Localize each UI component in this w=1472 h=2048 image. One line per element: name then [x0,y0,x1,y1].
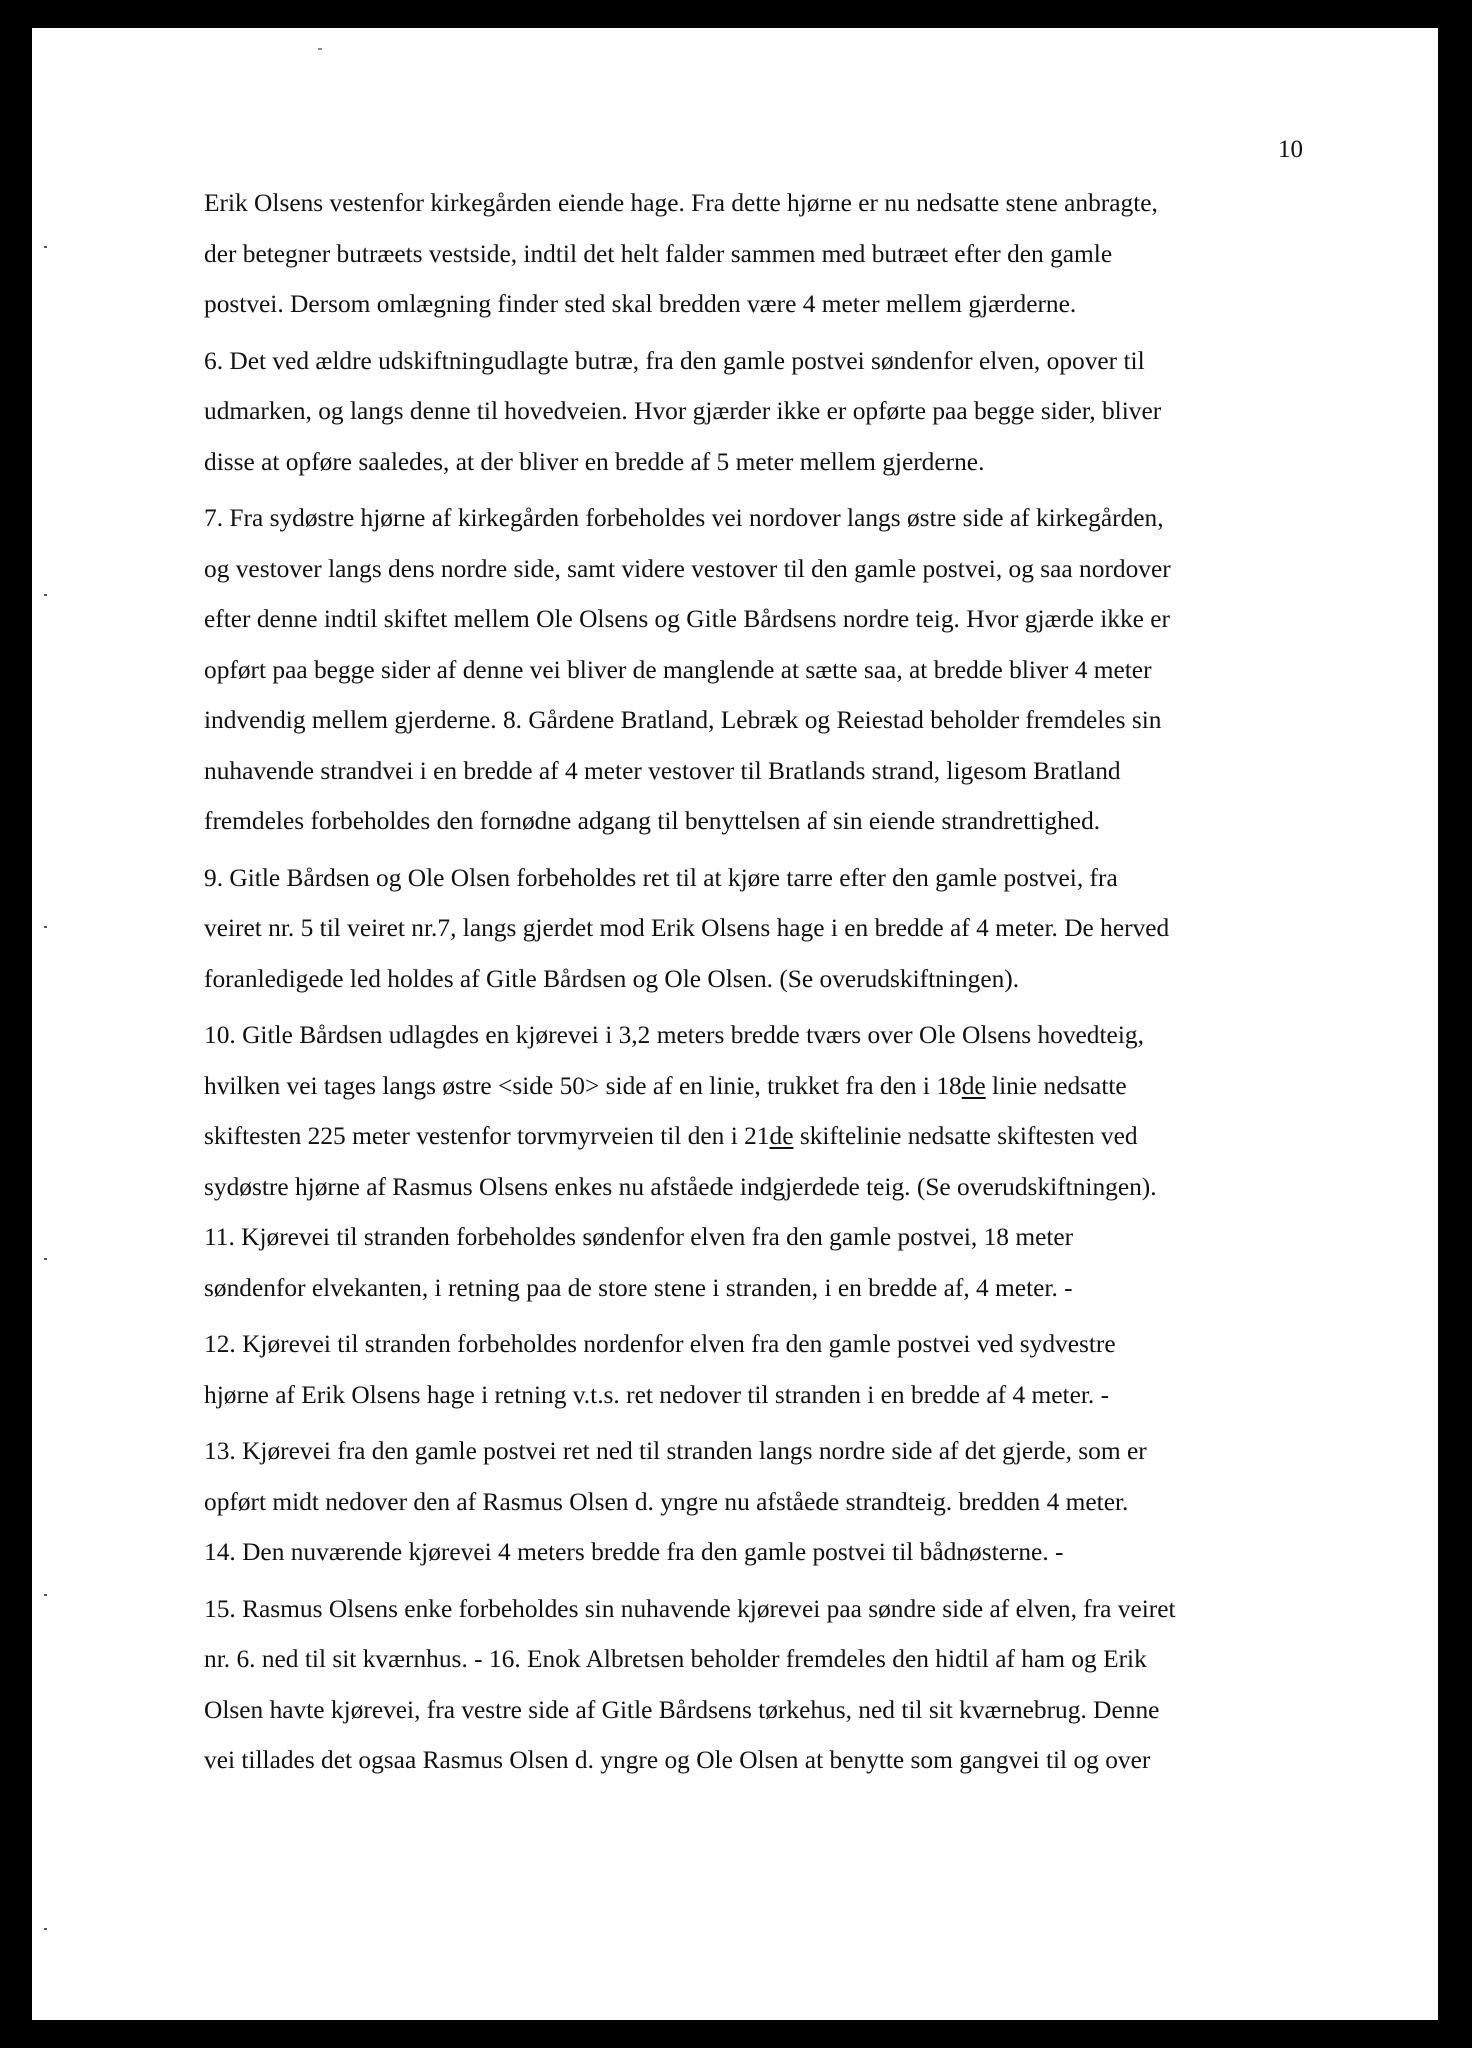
paragraph-item-6 [204,336,1304,488]
text-line: 13. Kjørevei fra den gamle postvei ret ned til stranden langs nordre side af det gjerde, som er [204,1437,1147,1465]
text-line: foranledigede led holdes af Gitle Bårdsen og Ole Olsen. (Se overudskiftningen). [204,964,1020,993]
text-line: søndenfor elvekanten, i retning paa de store stene i stranden, i en bredde af, 4 meter. - [204,1273,1073,1302]
text-line [204,1061,1304,1112]
text-line: indvendig mellem gjerderne. 8. Gårdene Bratland, Lebræk og Reiestad beholder fremdeles sin [204,706,1162,734]
text-line: veiret nr. 5 til veiret nr.7, langs gjerdet mod Erik Olsens hage i en bredde af 4 meter. De herved [204,914,1170,942]
scan-speck [318,48,322,50]
text-line: nr. 6. ned til sit kværnhus. - 16. Enok Albretsen beholder fremdeles den hidtil af ham og Erik [204,1645,1147,1673]
edge-mark [44,594,47,596]
text-line: vei tillades det ogsaa Rasmus Olsen d. yngre og Ole Olsen at benytte som gangvei til og over [204,1746,1151,1774]
text-line: disse at opføre saaledes, at der bliver en bredde af 5 meter mellem gjerderne. [204,447,985,476]
edge-mark [44,246,47,248]
edge-mark [44,1594,47,1596]
text-line: 11. Kjørevei til stranden forbeholdes søndenfor elven fra den gamle postvei, 18 meter [204,1223,1074,1251]
text-line: 15. Rasmus Olsens enke forbeholdes sin nuhavende kjørevei paa søndre side af elven, fra veiret [204,1594,1176,1623]
document-body [204,178,1304,1786]
text-segment: skiftelinie nedsatte skiftesten ved [793,1122,1138,1150]
paragraph-item-10-11 [204,1010,1304,1313]
ordinal-suffix: de [961,1071,986,1100]
paragraph-item-9 [204,853,1304,1005]
text-segment: linie nedsatte [985,1071,1127,1100]
document-page [32,28,1438,2020]
text-line: udmarken, og langs denne til hovedveien. Hvor gjærder ikke er opførte paa begge sider, bliver [204,397,1162,425]
text-line: nuhavende strandvei i en bredde af 4 meter vestover til Bratlands strand, ligesom Bratland [204,756,1121,785]
page-number: 10 [1278,136,1303,163]
text-line: Olsen havte kjørevei, fra vestre side af Gitle Bårdsens tørkehus, ned til sit kværnebrug. Denne [204,1695,1160,1724]
text-line: 6. Det ved ældre udskiftningudlagte butræ, fra den gamle postvei søndenfor elven, opover til [204,346,1145,375]
text-line: opført midt nedover den af Rasmus Olsen d. yngre nu afståede strandteig. bredden 4 meter. [204,1487,1129,1516]
text-line: og vestover langs dens nordre side, samt videre vestover til den gamle postvei, og saa nordover [204,554,1171,583]
text-segment: hvilken vei tages langs østre <side 50> side af en linie, trukket fra den i 18 [204,1071,962,1100]
text-line: der betegner butræets vestside, indtil det helt falder sammen med butræet efter den gamle [204,239,1113,268]
text-line: sydøstre hjørne af Rasmus Olsens enkes nu afståede indgjerdede teig. (Se overudskiftningen). [204,1172,1157,1201]
text-line: opført paa begge sider af denne vei bliver de manglende at sætte saa, at bredde bliver 4 meter [204,655,1152,684]
text-line: 10. Gitle Bårdsen udlagdes en kjørevei i 3,2 meters bredde tværs over Ole Olsens hovedteig, [204,1021,1144,1049]
text-segment: skiftesten 225 meter vestenfor torvmyrveien til den i 21 [204,1122,770,1150]
text-line: fremdeles forbeholdes den fornødne adgang til benyttelsen af sin eiende strandrettighed. [204,807,1101,835]
text-line: Erik Olsens vestenfor kirkegården eiende hage. Fra dette hjørne er nu nedsatte stene anbragte, [204,189,1158,217]
edge-mark [44,1258,47,1260]
text-line: 12. Kjørevei til stranden forbeholdes nordenfor elven fra den gamle postvei ved sydvestre [204,1330,1116,1358]
text-line: 9. Gitle Bårdsen og Ole Olsen forbeholdes ret til at kjøre tarre efter den gamle postvei, fra [204,863,1118,892]
text-line [204,1111,1304,1162]
text-line: efter denne indtil skiftet mellem Ole Olsens og Gitle Bårdsens nordre teig. Hvor gjærde ikke er [204,605,1170,633]
paragraph-item-12 [204,1319,1304,1420]
edge-mark [44,1928,47,1930]
paragraph-item-15-16 [204,1584,1304,1786]
paragraph-item-13-14 [204,1426,1304,1578]
ordinal-suffix: de [769,1122,794,1150]
paragraph-intro [204,178,1304,330]
text-line: hjørne af Erik Olsens hage i retning v.t.s. ret nedover til stranden i en bredde af 4 meter. - [204,1380,1110,1409]
edge-mark [44,926,47,928]
paragraph-item-7-8 [204,493,1304,847]
text-line: 14. Den nuværende kjørevei 4 meters bredde fra den gamle postvei til bådnøsterne. - [204,1538,1064,1566]
text-line: postvei. Dersom omlægning finder sted skal bredden være 4 meter mellem gjærderne. [204,290,1077,318]
text-line: 7. Fra sydøstre hjørne af kirkegården forbeholdes vei nordover langs østre side af kirkegården, [204,504,1164,532]
